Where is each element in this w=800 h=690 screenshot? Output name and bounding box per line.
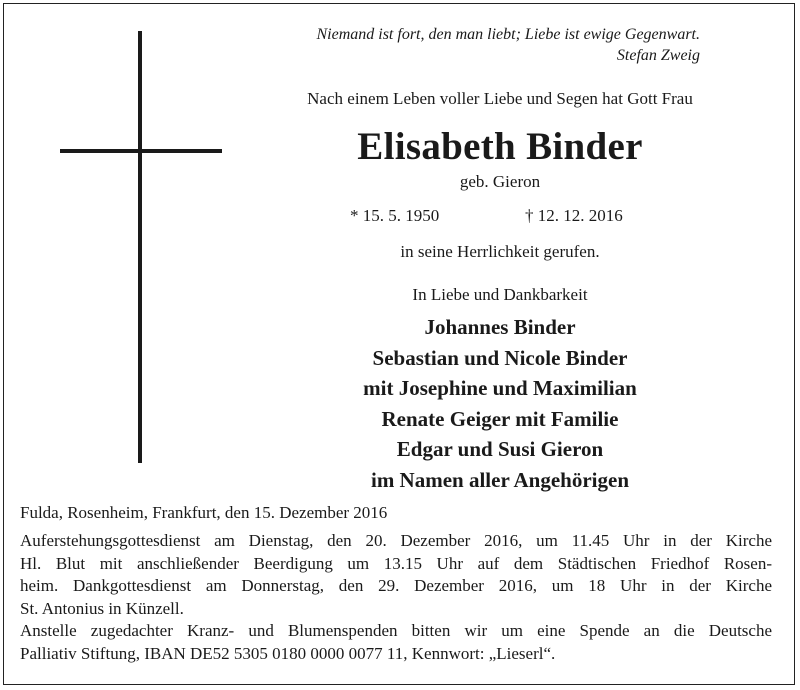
service-details xyxy=(20,530,772,665)
birth-date: * 15. 5. 1950 xyxy=(350,206,440,225)
called-text: in seine Herrlichkeit gerufen. xyxy=(400,242,600,261)
mourner-line: mit Josephine und Maximilian xyxy=(363,376,637,401)
quote-text: Niemand ist fort, den man liebt; Liebe ist ewige Gegenwart. xyxy=(316,26,700,43)
details-line: heim. Dankgottesdienst am Donnerstag, den 29. Dezember 2016, um 18 Uhr in der Kirche xyxy=(20,576,772,595)
mourner-line: im Namen aller Angehörigen xyxy=(370,467,629,492)
details-line: Hl. Blut mit anschließender Beerdigung um 13.15 Uhr auf dem Städtischen Friedhof Rosen- xyxy=(20,553,772,573)
details-line: St. Antonius in Künzell. xyxy=(20,598,184,618)
intro-text: Nach einem Leben voller Liebe und Segen hat Gott Frau xyxy=(307,89,693,108)
details-line: Palliativ Stiftung, IBAN DE52 5305 0180 0000 0077 11, Kennwort: „Lieserl“. xyxy=(20,643,556,663)
cross-icon-bar xyxy=(60,149,222,153)
mourner-line: Edgar und Susi Gieron xyxy=(396,437,604,462)
death-date: † 12. 12. 2016 xyxy=(525,206,623,225)
place-date: Fulda, Rosenheim, Frankfurt, den 15. Dezember 2016 xyxy=(20,503,388,522)
mourner-line: Johannes Binder xyxy=(424,315,576,339)
thanks-text: In Liebe und Dankbarkeit xyxy=(412,285,588,304)
details-line: Auferstehungsgottesdienst am Dienstag, den 20. Dezember 2016, um 11.45 Uhr in der Kirche xyxy=(20,531,772,550)
maiden-name: geb. Gieron xyxy=(459,172,541,191)
quote-block xyxy=(240,24,700,66)
deceased-name: Elisabeth Binder xyxy=(357,125,643,168)
mourner-line: Renate Geiger mit Familie xyxy=(381,406,619,431)
mourners-list xyxy=(270,312,730,496)
details-line: Anstelle zugedachter Kranz- und Blumenspenden bitten wir um eine Spende an die Deutsche xyxy=(20,621,772,640)
mourner-line: Sebastian und Nicole Binder xyxy=(372,345,628,370)
quote-author: Stefan Zweig xyxy=(616,47,700,64)
cross-icon xyxy=(138,31,142,463)
